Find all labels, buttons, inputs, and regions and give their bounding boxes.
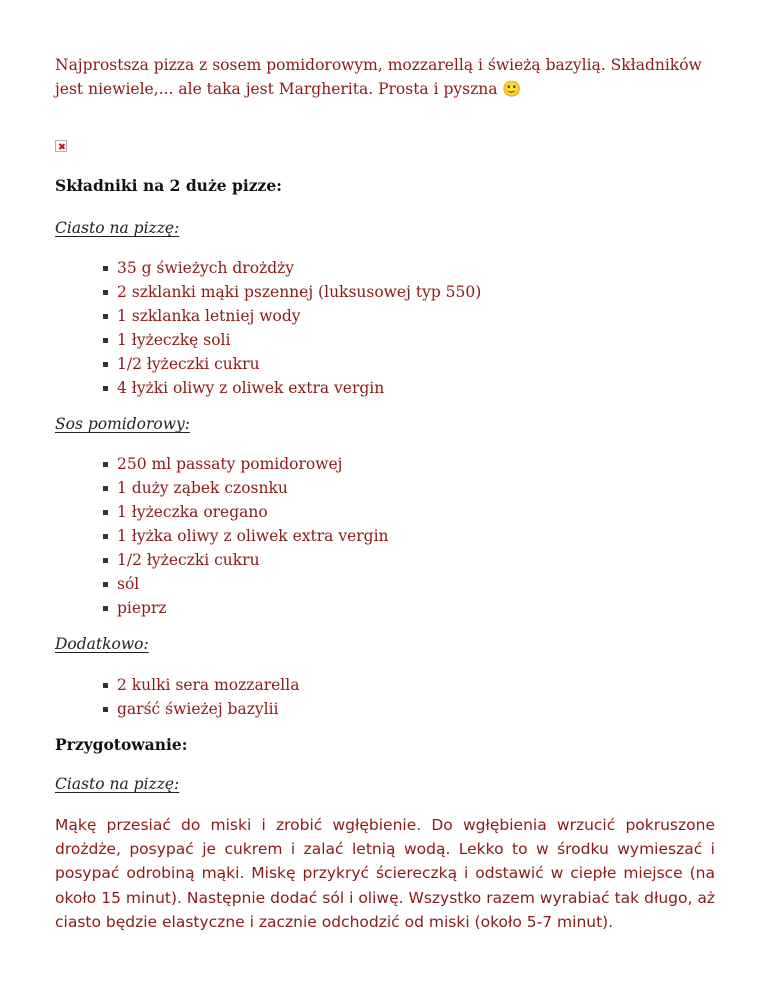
extras-ingredients-list	[103, 673, 299, 721]
preparation-paragraph: Mąkę przesiać do miski i zrobić wgłębienie. Do wgłębienia wrzucić pokruszone drożdże, posypać je cukrem i zalać letnią wodą. Lekko to w środku wymieszać i posypać odrobiną mąki. Miskę przykryć ściereczką i odstawić w ciepłe miejsce (na około 15 minut). Następnie dodać sól i oliwę. Wszystko razem wyrabiać tak długo, aż ciasto będzie elastyczne i zacznie odchodzić od miski (około 5-7 minut).	[55, 816, 715, 931]
broken-image-icon	[55, 140, 67, 152]
sauce-ingredients-list	[103, 452, 389, 620]
list-item: garść świeżej bazylii	[103, 697, 299, 721]
dough-subheading: Ciasto na pizzę:	[55, 219, 180, 237]
list-item: 4 łyżki oliwy z oliwek extra vergin	[103, 376, 481, 400]
list-item: 250 ml passaty pomidorowej	[103, 452, 389, 476]
list-item: 2 kulki sera mozzarella	[103, 673, 299, 697]
list-item: 35 g świeżych drożdży	[103, 256, 481, 280]
preparation-heading: Przygotowanie:	[55, 735, 188, 754]
list-item: 2 szklanki mąki pszennej (luksusowej typ 550)	[103, 280, 481, 304]
list-item: 1 łyżeczka oregano	[103, 500, 389, 524]
dough-ingredients-list	[103, 256, 481, 400]
list-item: 1 duży ząbek czosnku	[103, 476, 389, 500]
list-item: 1/2 łyżeczki cukru	[103, 548, 389, 572]
extras-subheading: Dodatkowo:	[55, 635, 149, 653]
sauce-subheading: Sos pomidorowy:	[55, 415, 190, 433]
ingredients-heading: Składniki na 2 duże pizze:	[55, 176, 282, 195]
list-item: 1/2 łyżeczki cukru	[103, 352, 481, 376]
list-item: 1 łyżka oliwy z oliwek extra vergin	[103, 524, 389, 548]
preparation-dough-subheading: Ciasto na pizzę:	[55, 775, 180, 793]
list-item: sól	[103, 572, 389, 596]
intro-paragraph: Najprostsza pizza z sosem pomidorowym, mozzarellą i świeżą bazylią. Składników jest niewiele,... ale taka jest Margherita. Prosta i pyszna 🙂	[55, 56, 702, 98]
list-item: pieprz	[103, 596, 389, 620]
list-item: 1 łyżeczkę soli	[103, 328, 481, 352]
list-item: 1 szklanka letniej wody	[103, 304, 481, 328]
